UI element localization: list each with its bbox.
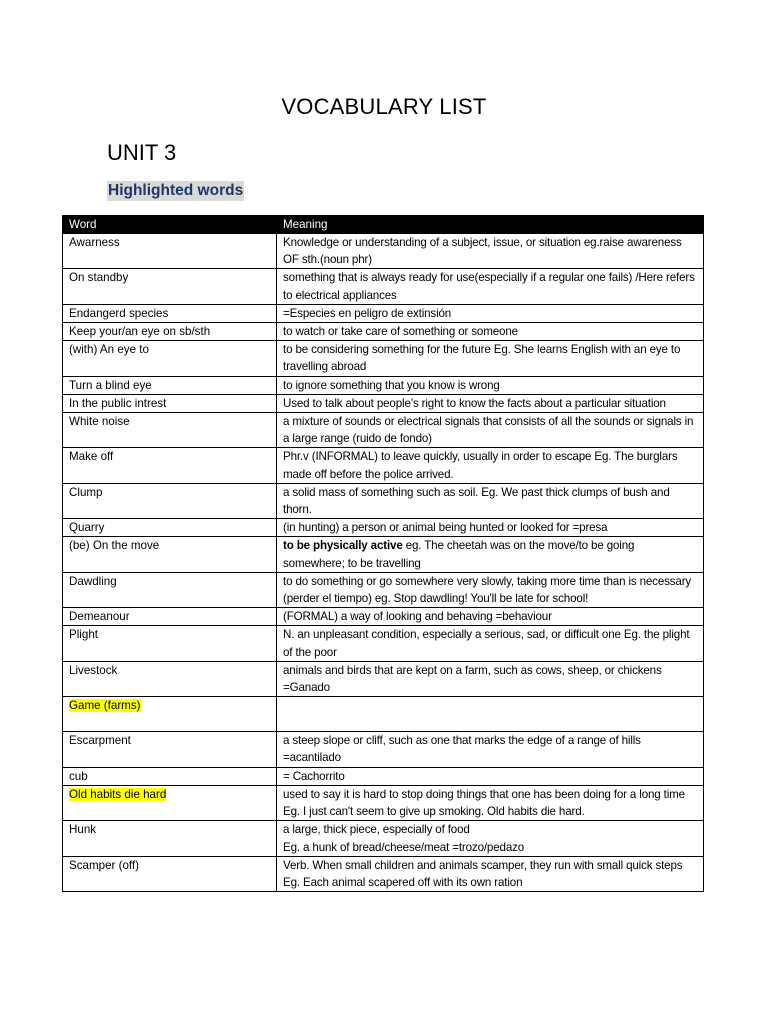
word-cell: Livestock: [63, 661, 277, 696]
meaning-cell: a steep slope or cliff, such as one that marks the edge of a range of hills =acantilado: [277, 732, 704, 767]
header-meaning: Meaning: [277, 216, 704, 234]
meaning-text: a large, thick piece, especially of food: [283, 823, 470, 837]
unit-title: UNIT 3: [107, 140, 177, 165]
table-row: [63, 448, 704, 483]
meaning-cell: to do something or go somewhere very slowly, taking more time than is necessary (perder el tiempo) eg. Stop dawdling! You'll be late for school!: [277, 572, 704, 607]
meaning-cell: [277, 537, 704, 572]
meaning-cell: = Cachorrito: [277, 767, 704, 785]
meaning-cell: [277, 821, 704, 856]
word-cell: Quarry: [63, 519, 277, 537]
table-row: [63, 394, 704, 412]
meaning-cell: [277, 785, 704, 820]
word-cell: Keep your/an eye on sb/sth: [63, 323, 277, 341]
word-cell: Clump: [63, 483, 277, 518]
meaning-text: eg. The cheetah was on the move/to be going somewhere; to be travelling: [283, 539, 635, 570]
table-row: [63, 767, 704, 785]
meaning-example: Eg. a hunk of bread/cheese/meat =trozo/pedazo: [283, 840, 525, 854]
header-word: Word: [63, 216, 277, 234]
table-row: [63, 661, 704, 696]
meaning-bold-text: to be physically active: [283, 539, 403, 553]
table-row: [63, 572, 704, 607]
word-cell: Plight: [63, 626, 277, 661]
table-row: [63, 269, 704, 304]
word-cell: Demeanour: [63, 608, 277, 626]
meaning-cell: a solid mass of something such as soil. Eg. We past thick clumps of bush and thorn.: [277, 483, 704, 518]
meaning-cell: [277, 697, 704, 732]
table-row: [63, 785, 704, 820]
meaning-cell: (FORMAL) a way of looking and behaving =behaviour: [277, 608, 704, 626]
word-cell: Awarness: [63, 234, 277, 269]
word-cell: On standby: [63, 269, 277, 304]
table-row: [63, 608, 704, 626]
table-row: [63, 323, 704, 341]
word-cell: Endangerd species: [63, 304, 277, 322]
meaning-cell: to be considering something for the future Eg. She learns English with an eye to travelling abroad: [277, 341, 704, 376]
meaning-cell: Phr.v (INFORMAL) to leave quickly, usually in order to escape Eg. The burglars made off before the police arrived.: [277, 448, 704, 483]
page-title: VOCABULARY LIST: [281, 94, 487, 119]
meaning-cell: =Especies en peligro de extinsión: [277, 304, 704, 322]
table-row: [63, 626, 704, 661]
meaning-cell: to ignore something that you know is wrong: [277, 376, 704, 394]
meaning-cell: a mixture of sounds or electrical signals that consists of all the sounds or signals in a large range (ruido de fondo): [277, 413, 704, 448]
meaning-cell: N. an unpleasant condition, especially a serious, sad, or difficult one Eg. the plight of the poor: [277, 626, 704, 661]
table-row: [63, 697, 704, 732]
meaning-example: Eg. I just can't seem to give up smoking. Old habits die hard.: [283, 805, 585, 819]
word-cell: [63, 697, 277, 732]
meaning-cell: Knowledge or understanding of a subject, issue, or situation eg.raise awareness OF sth.(noun phr): [277, 234, 704, 269]
meaning-cell: Used to talk about people’s right to know the facts about a particular situation: [277, 394, 704, 412]
meaning-cell: animals and birds that are kept on a farm, such as cows, sheep, or chickens =Ganado: [277, 661, 704, 696]
word-cell: Escarpment: [63, 732, 277, 767]
table-row: [63, 483, 704, 518]
meaning-text: used to say it is hard to stop doing things that one has been doing for a long time: [283, 787, 685, 801]
table-row: [63, 856, 704, 891]
table-row: [63, 821, 704, 856]
meaning-cell: Verb. When small children and animals scamper, they run with small quick steps Eg. Each animal scapered off with its own ration: [277, 856, 704, 891]
word-cell: Make off: [63, 448, 277, 483]
word-cell: In the public intrest: [63, 394, 277, 412]
table-row: [63, 732, 704, 767]
table-header-row: [63, 216, 704, 234]
highlighted-word: Old habits die hard: [69, 787, 167, 801]
word-cell: [63, 785, 277, 820]
word-cell: (with) An eye to: [63, 341, 277, 376]
table-row: [63, 413, 704, 448]
meaning-cell: to watch or take care of something or someone: [277, 323, 704, 341]
word-cell: (be) On the move: [63, 537, 277, 572]
word-cell: Scamper (off): [63, 856, 277, 891]
table-row: [63, 304, 704, 322]
meaning-cell: something that is always ready for use(especially if a regular one fails) /Here refers to electrical appliances: [277, 269, 704, 304]
table-row: [63, 537, 704, 572]
word-cell: Hunk: [63, 821, 277, 856]
word-cell: cub: [63, 767, 277, 785]
table-row: [63, 376, 704, 394]
vocabulary-table: [62, 215, 704, 892]
highlighted-word: Game (farms): [69, 699, 141, 713]
table-row: [63, 234, 704, 269]
word-cell: White noise: [63, 413, 277, 448]
word-cell: Turn a blind eye: [63, 376, 277, 394]
table-row: [63, 519, 704, 537]
word-cell: Dawdling: [63, 572, 277, 607]
section-heading: Highlighted words: [108, 182, 244, 199]
meaning-cell: (in hunting) a person or animal being hunted or looked for =presa: [277, 519, 704, 537]
table-row: [63, 341, 704, 376]
